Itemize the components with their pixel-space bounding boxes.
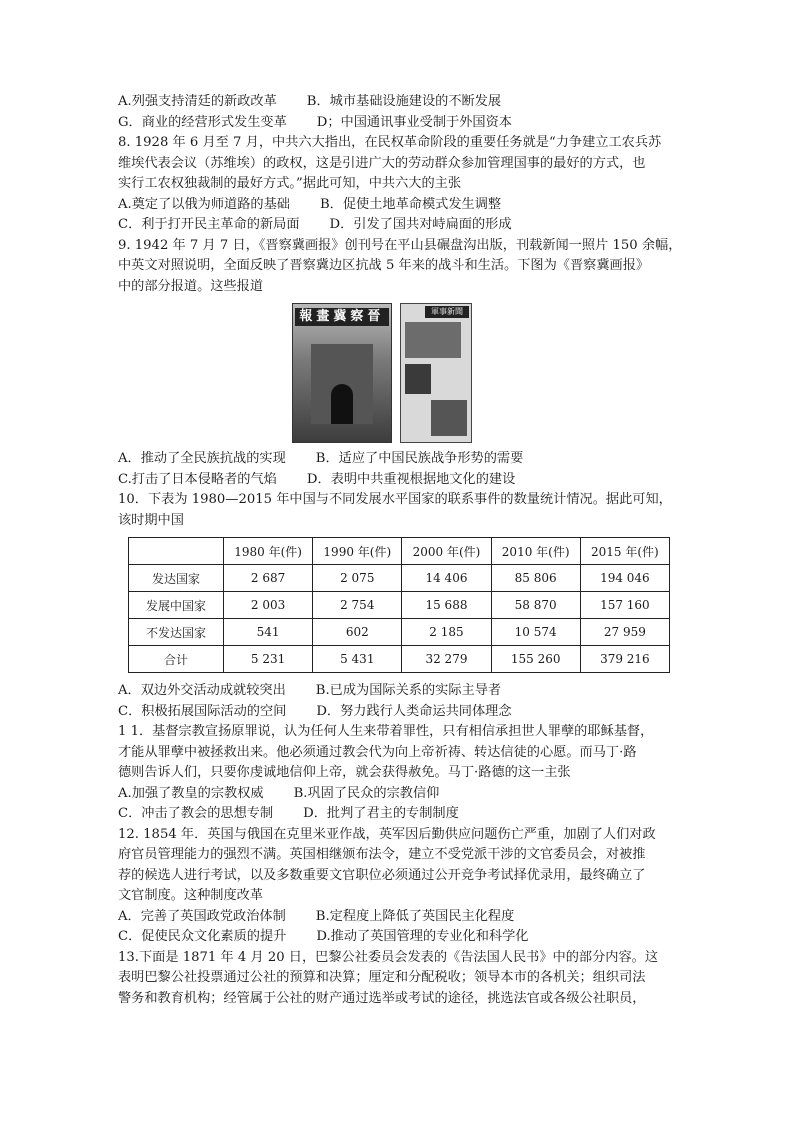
table-cell: 发达国家 bbox=[129, 565, 224, 592]
q11-option-b[interactable]: B.巩固了民众的宗教信仰 bbox=[293, 785, 440, 801]
table-cell: 2 754 bbox=[313, 592, 402, 619]
q7-options-row2 bbox=[118, 113, 674, 134]
q11-stem-line: 德则告诉人们，只要你虔诚地信仰上帝，就会获得赦免。马丁·路德的这一主张 bbox=[118, 765, 571, 780]
photo-block bbox=[405, 364, 431, 394]
table-cell: 发展中国家 bbox=[129, 592, 224, 619]
table-cell: 58 870 bbox=[491, 592, 580, 619]
table-cell: 5 431 bbox=[313, 646, 402, 673]
table-cell: 85 806 bbox=[491, 565, 580, 592]
q8-stem-line: 维埃代表会议（苏维埃）的政权，这是引进广大的劳动群众参加管理国事的最好的方式，也 bbox=[118, 155, 646, 171]
q13-stem-line: 13.下面是 1871 年 4 月 20 日，巴黎公社委员会发表的《告法国人民书》中的部分内容。这 bbox=[118, 949, 659, 965]
q11-stem-line: 才能从罪孽中被拯救出来。他必须通过教会代为向上帝祈祷、转达信徒的心愿。而马丁·路 bbox=[118, 744, 637, 760]
q10-option-a[interactable]: A．双边外交活动成就较突出 bbox=[118, 683, 286, 698]
table-cell: 10 574 bbox=[491, 619, 580, 646]
table-header-cell: 2000 年(件) bbox=[402, 538, 491, 565]
q10-stem-line: 该时期中国 bbox=[118, 512, 184, 528]
q11-stem-line: 1 1．基督宗教宣扬原罪说，认为任何人生来带着罪性，只有相信承担世人罪孽的耶稣基督， bbox=[118, 724, 654, 739]
table-header-row bbox=[129, 538, 670, 565]
q12-option-d[interactable]: D.推动了英国管理的专业化和科学化 bbox=[316, 929, 529, 944]
q8-options-row2 bbox=[118, 215, 674, 236]
q12-options-row2 bbox=[118, 927, 674, 948]
q9-stem-line: 中的部分报道。这些报道 bbox=[118, 278, 264, 294]
table-cell: 不发达国家 bbox=[129, 619, 224, 646]
q12-stem-line: 荐的候选人进行考试，以及多数重要文官职位必须通过公开竞争考试择优录用，最终确立了 bbox=[118, 867, 646, 883]
table-cell: 14 406 bbox=[402, 565, 491, 592]
exam-page bbox=[118, 92, 682, 1009]
q9-option-a[interactable]: A．推动了全民族抗战的实现 bbox=[118, 451, 286, 466]
q12-option-b[interactable]: B.定程度上降低了英国民主化程度 bbox=[315, 908, 515, 924]
q11-option-a[interactable]: A.加强了教皇的宗教权威 bbox=[118, 785, 264, 801]
q7-option-d[interactable]: D；中国通讯事业受制于外国资本 bbox=[316, 114, 512, 130]
q8-option-d[interactable]: D．引发了国共对峙扁面的形成 bbox=[329, 217, 512, 232]
table-cell: 194 046 bbox=[580, 565, 669, 592]
q10-stem-line: 10．下表为 1980—2015 年中国与不同发展水平国家的联系事件的数量统计情况。据此可知， bbox=[118, 492, 672, 507]
table-cell: 2 075 bbox=[313, 565, 402, 592]
q10-options-row2 bbox=[118, 702, 674, 723]
table-header-cell bbox=[129, 538, 224, 565]
q7-options-row1 bbox=[118, 92, 674, 113]
q7-option-a[interactable]: A.列强支持清廷的新政改革 bbox=[118, 94, 277, 109]
photo-block bbox=[431, 400, 467, 436]
q12-stem-line: 文官制度。这种制度改革 bbox=[118, 888, 264, 903]
table-cell: 379 216 bbox=[580, 646, 669, 673]
q9-stem-line: 9. 1942 年 7 月 7 日，《晋察冀画报》创刊号在平山县碾盘沟出版，刊载新闻一照片 150 余幅， bbox=[118, 237, 682, 253]
q9-options-row2 bbox=[118, 470, 674, 491]
q12-stem-line: 12. 1854 年．英国与俄国在克里米亚作战，英军因后勤供应问题伤亡严重，加剧了人们对政 bbox=[118, 826, 656, 842]
q9-options-row1 bbox=[118, 449, 674, 470]
q7-option-c[interactable]: G．商业的经营形式发生变革 bbox=[118, 114, 287, 130]
table-cell: 2 687 bbox=[224, 565, 313, 592]
q8-stem-line: 8. 1928 年 6 月至 7 月，中共六大指出，在民权革命阶段的重要任务就是“力争建立工农兵苏 bbox=[118, 135, 662, 150]
q12-options-row1 bbox=[118, 907, 674, 928]
table-row bbox=[129, 592, 670, 619]
pictorial-cover-image bbox=[292, 303, 392, 443]
table-cell: 5 231 bbox=[224, 646, 313, 673]
table-header-cell: 1990 年(件) bbox=[313, 538, 402, 565]
table-header-cell: 2010 年(件) bbox=[491, 538, 580, 565]
q9-option-d[interactable]: D．表明中共重视根据地文化的建设 bbox=[306, 471, 516, 487]
table-row bbox=[129, 619, 670, 646]
table-row bbox=[129, 565, 670, 592]
q13-stem-line: 警务和教育机构；经管属于公社的财产通过选举或考试的途径，挑选法官或各级公社职员， bbox=[118, 990, 646, 1006]
q10-option-c[interactable]: C．积极拓展国际活动的空间 bbox=[118, 703, 287, 719]
table-row bbox=[129, 646, 670, 673]
inner-page-header: 軍事新聞 bbox=[425, 306, 469, 318]
q12-stem-line: 府官员管理能力的强烈不满。英国相继颁布法令，建立不受党派干涉的文官委员会，对被推 bbox=[118, 847, 646, 862]
q11-options-row2 bbox=[118, 804, 674, 825]
q10-option-b[interactable]: B.已成为国际关系的实际主导者 bbox=[315, 683, 502, 698]
table-cell: 541 bbox=[224, 619, 313, 646]
table-cell: 2 003 bbox=[224, 592, 313, 619]
q8-option-a[interactable]: A.奠定了以俄为师道路的基础 bbox=[118, 196, 290, 212]
q10-options-row1 bbox=[118, 681, 674, 702]
pictorial-inner-page-image bbox=[400, 303, 472, 443]
pictorial-masthead: 報畫冀察晉 bbox=[295, 308, 389, 326]
q12-option-a[interactable]: A．完善了英国政党政治体制 bbox=[118, 908, 286, 924]
table-header-cell: 1980 年(件) bbox=[224, 538, 313, 565]
table-cell: 2 185 bbox=[402, 619, 491, 646]
gate-arch-shape bbox=[331, 384, 353, 424]
q8-options-row1 bbox=[118, 195, 674, 216]
table-cell: 157 160 bbox=[580, 592, 669, 619]
q7-option-b[interactable]: B．城市基础设施建设的不断发展 bbox=[306, 94, 502, 109]
q12-option-c[interactable]: C．促使民众文化素质的提升 bbox=[118, 929, 287, 944]
q8-stem-line: 实行工农权独裁制的最好方式。”据此可知，中共六大的主张 bbox=[118, 176, 462, 191]
q10-option-d[interactable]: D．努力践行人类命运共同体理念 bbox=[316, 703, 512, 719]
table-cell: 合计 bbox=[129, 646, 224, 673]
table-cell: 155 260 bbox=[491, 646, 580, 673]
q11-option-c[interactable]: C．冲击了教会的思想专制 bbox=[118, 806, 274, 821]
q11-option-d[interactable]: D．批判了君主的专制制度 bbox=[303, 806, 459, 821]
q9-option-b[interactable]: B．适应了中国民族战争形势的需要 bbox=[315, 451, 524, 466]
table-cell: 602 bbox=[313, 619, 402, 646]
q11-options-row1 bbox=[118, 784, 674, 805]
table-cell: 32 279 bbox=[402, 646, 491, 673]
q10-statistics-table bbox=[128, 537, 670, 673]
table-cell: 15 688 bbox=[402, 592, 491, 619]
q9-option-c[interactable]: C.打击了日本侵略者的气焰 bbox=[118, 471, 277, 487]
photo-block bbox=[405, 322, 461, 358]
table-cell: 27 959 bbox=[580, 619, 669, 646]
q8-option-c[interactable]: C．利于打开民主革命的新局面 bbox=[118, 217, 300, 232]
q9-pictorial-figure bbox=[292, 303, 472, 443]
q8-option-b[interactable]: B．促使土地革命模式发生调整 bbox=[319, 196, 502, 212]
q9-stem-line: 中英文对照说明，全面反映了晋察冀边区抗战 5 年来的战斗和生活。下图为《晋察冀画报》 bbox=[118, 258, 650, 273]
q13-stem-line: 表明巴黎公社投票通过公社的预算和决算；厘定和分配税收；领导本市的各机关；组织司法 bbox=[118, 970, 646, 985]
table-header-cell: 2015 年(件) bbox=[580, 538, 669, 565]
